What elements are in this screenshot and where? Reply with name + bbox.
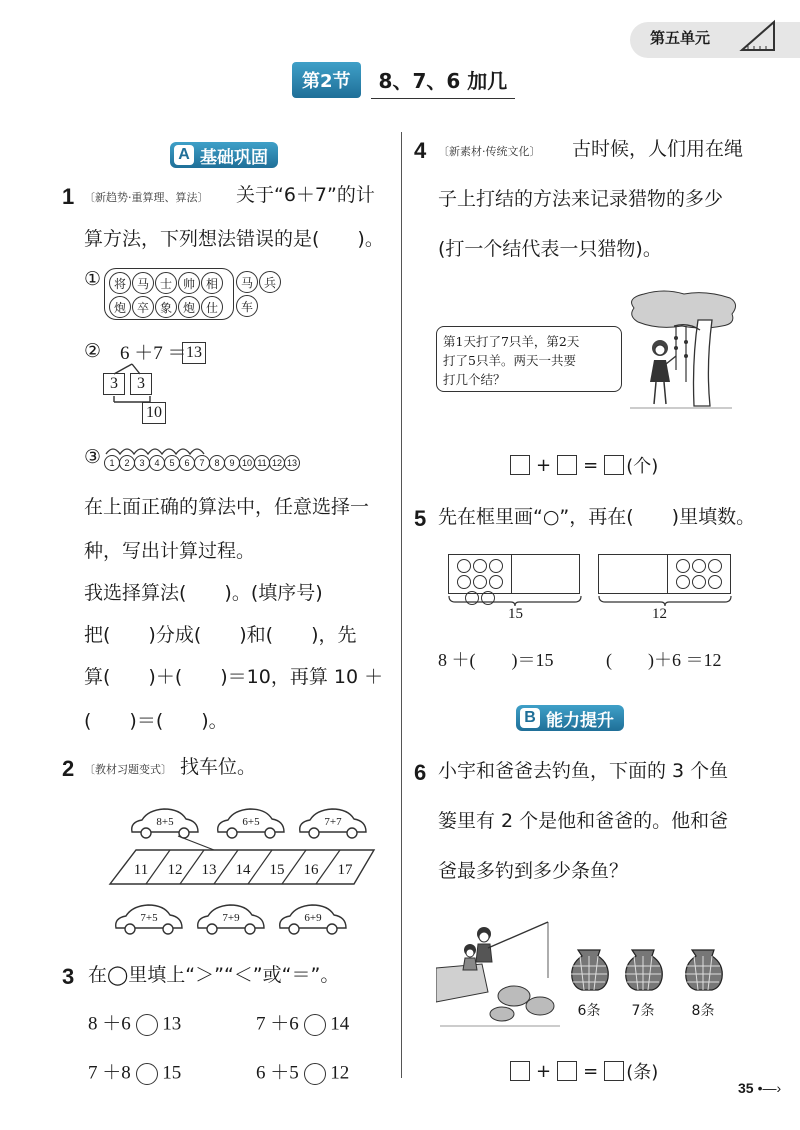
parking-spot-label[interactable]: 14 — [235, 862, 251, 878]
q1-text2: 种，写出计算过程。 — [84, 540, 256, 562]
compare-circle[interactable] — [136, 1063, 158, 1085]
number-circle: 1 — [104, 455, 120, 471]
number-circle: 10 — [239, 455, 255, 471]
q3-item2-right: 14 — [330, 1013, 350, 1035]
q6-line3: 爸最多钓到多少条鱼？ — [438, 860, 629, 882]
answer-box[interactable] — [604, 455, 624, 475]
car-expression: 7+7 — [324, 816, 342, 828]
plus-sign: + — [536, 1060, 552, 1082]
page-number — [738, 1080, 781, 1096]
section-heading: 8、7、6 加几 — [371, 61, 516, 99]
q2-number: 2 — [62, 756, 75, 781]
circle-mark — [708, 559, 722, 573]
chess-pieces-extra — [236, 271, 282, 317]
basket-label: 6条 — [577, 1003, 601, 1019]
compare-circle[interactable] — [304, 1063, 326, 1085]
fish-basket[interactable] — [566, 946, 612, 1020]
answer-box[interactable] — [510, 455, 530, 475]
q3-item3 — [88, 1063, 181, 1085]
q6-number: 6 — [414, 760, 427, 785]
basket-label: 8条 — [691, 1003, 715, 1019]
chess-row-1 — [109, 272, 229, 294]
q1-option2-result: 13 — [182, 342, 206, 364]
circle-mark — [489, 559, 503, 573]
q6-unit: (条) — [626, 1062, 659, 1083]
q4-tag: 〔新素材·传统文化〕 — [438, 145, 541, 158]
badge-label-b: 能力提升 — [546, 710, 614, 731]
plus-sign: + — [536, 454, 552, 476]
unit-label: 第五单元 — [650, 29, 711, 47]
q1-text1: 在上面正确的算法中，任意选择一 — [84, 496, 370, 518]
q3-number: 3 — [62, 964, 75, 989]
number-circle: 7 — [194, 455, 210, 471]
q3-item4 — [256, 1063, 349, 1085]
chess-row-2-extra — [236, 295, 282, 317]
number-circle: 5 — [164, 455, 180, 471]
circle-frame-left-filled — [448, 554, 512, 594]
answer-box[interactable] — [557, 1061, 577, 1081]
q1-text4: 把( )分成( )和( )，先 — [84, 624, 357, 646]
column-divider — [401, 132, 402, 1078]
speech-bubble — [436, 326, 622, 392]
circle-mark — [457, 575, 471, 589]
q6-line2: 篓里有 2 个是他和爸爸的。他和爸 — [438, 810, 729, 832]
q3-item4-right: 12 — [330, 1062, 350, 1084]
basket-label: 7条 — [631, 1003, 655, 1019]
q1-number: 1 — [62, 184, 75, 209]
chess-piece: 将 — [109, 272, 131, 294]
chess-piece: 象 — [155, 296, 177, 318]
q5-equation-right: ( )＋6 ＝12 — [606, 650, 722, 670]
q4-line3: (打一个结代表一只猎物)。 — [438, 238, 662, 260]
q5-total-left: 15 — [508, 606, 523, 622]
page-number-text: 35 — [738, 1080, 754, 1096]
q5-text: 先在框里画“○”，再在( )里填数。 — [438, 506, 756, 528]
chess-piece: 炮 — [178, 296, 200, 318]
q1-option1-marker: ① — [84, 268, 102, 290]
parking-spot-label[interactable]: 13 — [201, 862, 217, 878]
answer-box[interactable] — [510, 1061, 530, 1081]
q4-line1: 古时候，人们用在绳 — [572, 138, 744, 160]
q1-option2-ten: 10 — [142, 402, 166, 424]
fishing-illustration — [436, 918, 562, 1028]
number-circle: 12 — [269, 455, 285, 471]
bubble-line-3: 打几个结？ — [443, 372, 506, 387]
answer-box[interactable] — [557, 455, 577, 475]
car-card[interactable] — [194, 902, 268, 936]
q1-text6: ( )＝( )。 — [84, 710, 228, 732]
chess-piece: 马 — [236, 271, 258, 293]
car-expression: 6+9 — [304, 912, 322, 924]
number-circle: 8 — [209, 455, 225, 471]
parking-spot-label[interactable]: 16 — [303, 862, 319, 878]
fish-basket[interactable] — [680, 946, 726, 1020]
circle-mark — [473, 559, 487, 573]
q1-text5: 算( )＋( )＝10，再算 10 ＋ — [84, 666, 384, 688]
q4-unit: (个) — [626, 456, 659, 477]
q1-option2-equation: 6 ＋7 ＝ — [120, 343, 187, 364]
equals-sign: = — [583, 454, 599, 476]
q1-option2-split-b: 3 — [130, 373, 152, 395]
circle-mark — [692, 559, 706, 573]
circle-mark — [473, 575, 487, 589]
q5-equation-left: 8 ＋( )＝15 — [438, 650, 554, 670]
q4-line2: 子上打结的方法来记录猎物的多少 — [438, 188, 724, 210]
badge-part-a — [170, 142, 278, 168]
q4-number: 4 — [414, 138, 427, 163]
equals-sign: = — [583, 1060, 599, 1082]
parking-spot-label[interactable]: 12 — [167, 862, 183, 878]
number-circle: 13 — [284, 455, 300, 471]
q5-number: 5 — [414, 506, 427, 531]
badge-label-a: 基础巩固 — [200, 147, 268, 168]
q1-option2-split-a: 3 — [103, 373, 125, 395]
chess-piece: 车 — [236, 295, 258, 317]
q1-line1: 关于“6＋7”的计 — [236, 184, 375, 206]
badge-letter-b: B — [520, 708, 540, 728]
compare-circle[interactable] — [304, 1014, 326, 1036]
q3-item3-right: 15 — [162, 1062, 182, 1084]
circle-mark — [457, 559, 471, 573]
q3-item3-left: 7 ＋8 — [88, 1062, 131, 1084]
car-expression: 6+5 — [242, 816, 260, 828]
q1-option2-marker: ② — [84, 340, 102, 362]
chess-piece: 仕 — [201, 296, 223, 318]
compare-circle[interactable] — [136, 1014, 158, 1036]
circle-mark — [676, 559, 690, 573]
car-card[interactable] — [276, 902, 350, 936]
parking-spots — [124, 862, 362, 879]
chess-row-1-extra — [236, 271, 282, 293]
number-circle: 11 — [254, 455, 270, 471]
circle-mark — [489, 575, 503, 589]
section-title — [292, 64, 515, 96]
car-expression: 7+5 — [140, 912, 158, 924]
arrow-icon: •—› — [757, 1080, 782, 1096]
q4-answer-row — [510, 452, 658, 478]
q1-option3-marker: ③ — [84, 446, 102, 468]
q3-item1-right: 13 — [162, 1013, 182, 1035]
chess-piece: 炮 — [109, 296, 131, 318]
chess-piece: 相 — [201, 272, 223, 294]
parking-spot-label[interactable]: 11 — [133, 862, 149, 878]
q6-line1: 小宇和爸爸去钓鱼，下面的 3 个鱼 — [438, 760, 729, 782]
q3-text: 在◯里填上“＞”“＜”或“＝”。 — [88, 964, 340, 986]
q5-total-right: 12 — [652, 606, 667, 622]
car-card[interactable] — [112, 902, 186, 936]
tree-girl-illustration — [620, 290, 740, 412]
q3-item1 — [88, 1014, 181, 1036]
q1-text3: 我选择算法( )。(填序号) — [84, 582, 323, 604]
number-line-arcs — [104, 442, 214, 456]
section-tag: 第2节 — [292, 62, 361, 98]
q1-line2: 算方法，下列想法错误的是( )。 — [84, 228, 384, 250]
q2-text: 找车位。 — [180, 756, 257, 778]
number-circle: 3 — [134, 455, 150, 471]
car-expression: 7+9 — [222, 912, 240, 924]
parking-spot-label[interactable]: 15 — [269, 862, 285, 878]
q6-answer-row — [510, 1058, 658, 1084]
bubble-line-2: 打了5只羊。两天一共要 — [443, 353, 576, 368]
chess-piece: 士 — [155, 272, 177, 294]
q3-item4-left: 6 ＋5 — [256, 1062, 299, 1084]
circle-frame-right-empty[interactable] — [598, 554, 668, 594]
number-sequence — [104, 455, 299, 471]
q3-item1-left: 8 ＋6 — [88, 1013, 131, 1035]
fish-basket[interactable] — [620, 946, 666, 1020]
chess-piece: 兵 — [259, 271, 281, 293]
parking-spot-label[interactable]: 17 — [337, 862, 353, 878]
badge-letter-a: A — [174, 145, 194, 165]
number-circle: 9 — [224, 455, 240, 471]
circle-mark — [708, 575, 722, 589]
chess-row-2 — [109, 296, 229, 318]
answer-box[interactable] — [604, 1061, 624, 1081]
car-expression: 8+5 — [156, 816, 174, 828]
bubble-line-1: 第1天打了7只羊，第2天 — [443, 334, 580, 349]
chess-pieces-group — [104, 268, 234, 320]
q3-item2 — [256, 1014, 349, 1036]
q2-tag: 〔教材习题变式〕 — [84, 763, 172, 776]
circle-frame-left-empty[interactable] — [512, 554, 580, 594]
circle-mark — [676, 575, 690, 589]
number-circle: 2 — [119, 455, 135, 471]
badge-part-b — [516, 705, 624, 731]
chess-piece: 马 — [132, 272, 154, 294]
chess-piece: 卒 — [132, 296, 154, 318]
chess-piece: 帅 — [178, 272, 200, 294]
number-circle: 6 — [179, 455, 195, 471]
q1-tag: 〔新趋势·重算理、算法〕 — [84, 191, 209, 204]
ruler-icon — [738, 18, 778, 54]
number-circle: 4 — [149, 455, 165, 471]
q3-item2-left: 7 ＋6 — [256, 1013, 299, 1035]
circle-mark — [692, 575, 706, 589]
circle-frame-right-filled — [667, 554, 731, 594]
